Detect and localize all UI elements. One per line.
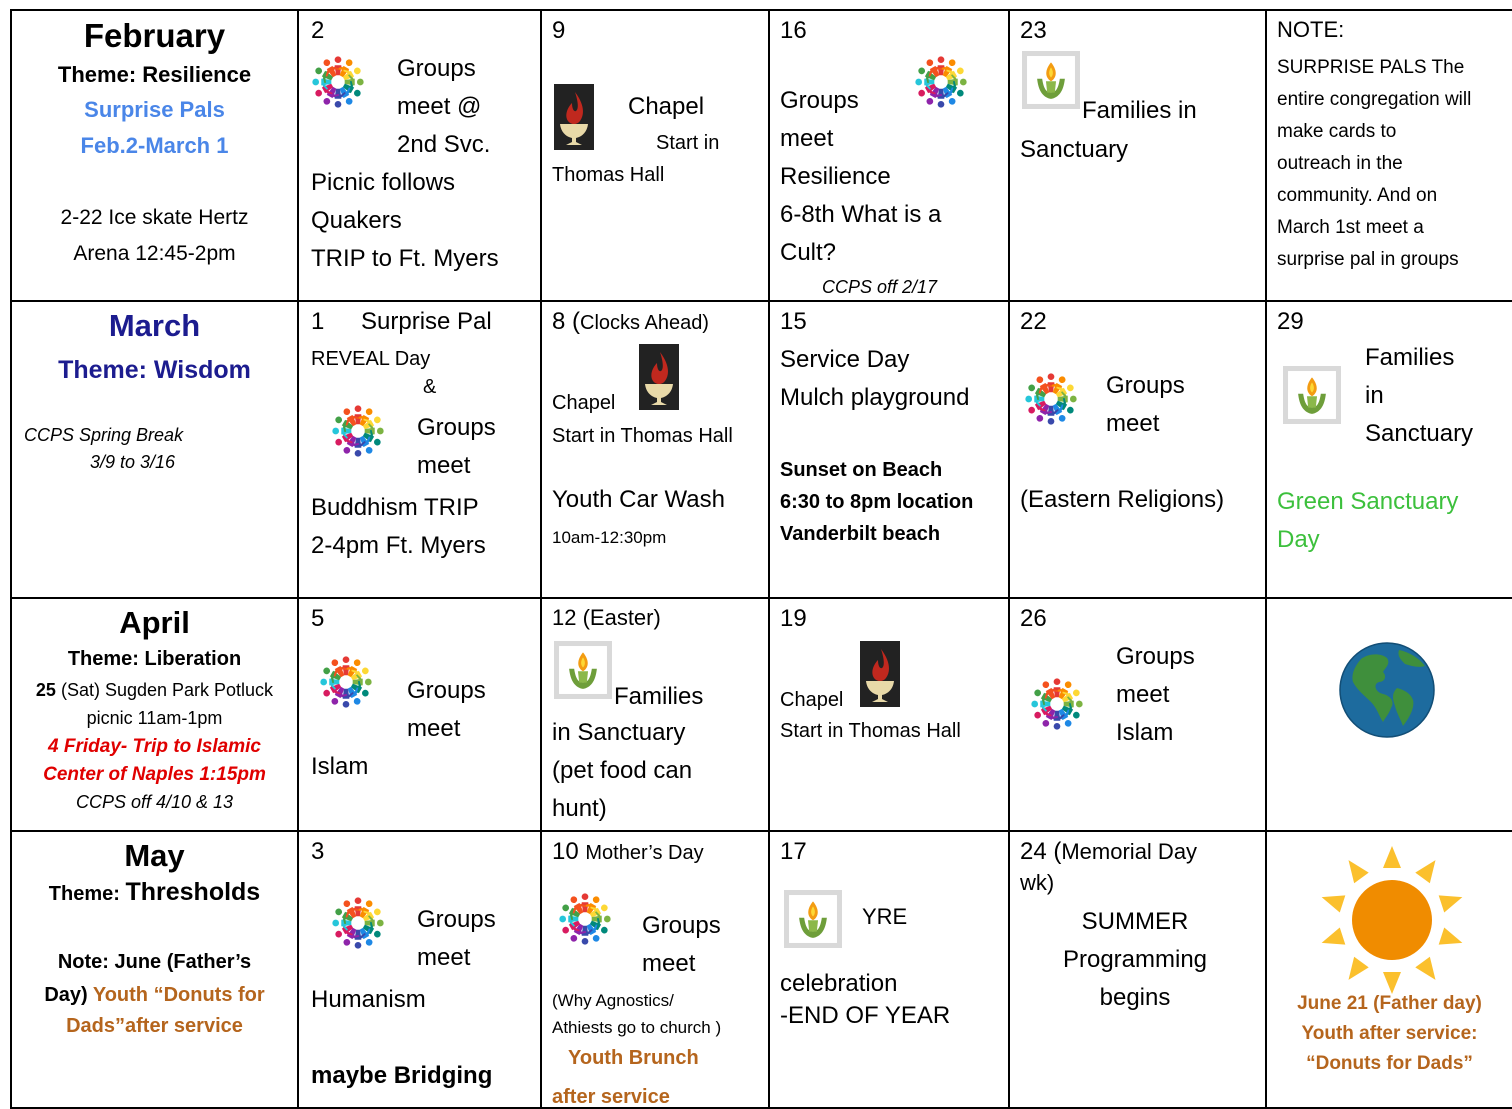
event-text: meet	[417, 944, 471, 971]
trip-alert: 4 Friday- Trip to Islamic	[48, 736, 261, 757]
note-cell	[1267, 11, 1512, 300]
note-line: community. And on	[1277, 185, 1438, 206]
event-title: Chapel	[780, 689, 844, 711]
day-number: 1	[311, 308, 325, 335]
event-text: Groups	[1116, 643, 1195, 670]
surprise-pals-label: Surprise Pals	[84, 97, 225, 122]
event-text: Youth Car Wash	[552, 486, 725, 513]
groups-icon	[1022, 370, 1080, 428]
groups-icon	[317, 653, 375, 711]
event-text: Green Sanctuary	[1277, 488, 1459, 515]
event-text: REVEAL Day	[311, 348, 431, 370]
globe-cell	[1267, 599, 1512, 830]
event-text: -END OF YEAR	[780, 1002, 951, 1029]
day-cell-mar-1	[299, 302, 540, 597]
day-note: wk)	[1020, 870, 1055, 895]
note-title: NOTE:	[1277, 17, 1345, 42]
chalice-logo-icon	[1283, 366, 1341, 424]
month-name: February	[83, 17, 226, 54]
day-number-text: 8 (	[552, 308, 581, 335]
month-cell-april	[12, 599, 297, 830]
day-number: 29	[1277, 308, 1304, 335]
day-cell-mar-15	[770, 302, 1008, 597]
event-text: Sanctuary	[1020, 136, 1129, 163]
school-note: CCPS off 4/10 & 13	[75, 792, 234, 812]
chalice-logo-icon	[554, 641, 612, 699]
day-number: 23	[1020, 17, 1047, 44]
school-note: CCPS Spring Break	[24, 425, 184, 445]
note-line: outreach in the	[1277, 153, 1403, 174]
event-text: Groups	[1106, 372, 1185, 399]
theme-label: Theme:	[48, 883, 126, 905]
event-text: Buddhism TRIP	[311, 494, 479, 521]
event-text: Quakers	[311, 207, 402, 234]
youth-event: “Donuts for Dads”	[1306, 1053, 1473, 1074]
event-text: celebration	[780, 970, 898, 997]
event-text: Start in Thomas Hall	[552, 425, 733, 447]
month-name: April	[119, 605, 190, 640]
school-note: 3/9 to 3/16	[90, 452, 176, 472]
day-cell-may-24	[1010, 832, 1265, 1107]
event-text: Sunset on Beach	[780, 459, 943, 481]
day-number: 22	[1020, 308, 1047, 335]
month-theme: Theme: Wisdom	[58, 356, 251, 384]
day-cell-may-3	[299, 832, 540, 1107]
day-cell-mar-8	[542, 302, 768, 597]
event-text: in Sanctuary	[552, 719, 686, 746]
event-text: (Why Agnostics/	[552, 991, 674, 1010]
event-text: meet	[1116, 681, 1170, 708]
event-text: maybe Bridging	[311, 1062, 493, 1089]
groups-icon	[1028, 675, 1086, 733]
june-cell	[1267, 832, 1512, 1107]
day-number: 9	[552, 17, 566, 44]
youth-event: June 21 (Father day)	[1297, 993, 1482, 1014]
day-cell-mar-29	[1267, 302, 1512, 597]
month-theme	[12, 880, 297, 905]
event-text: Thomas Hall	[552, 164, 665, 186]
event-text: Resilience	[780, 163, 891, 190]
day-cell-feb-2	[299, 11, 540, 300]
day-note: Memorial Day	[1061, 839, 1198, 864]
event-text: Cult?	[780, 239, 837, 266]
event-text: Groups	[397, 55, 476, 82]
event-text: 2nd Svc.	[397, 131, 491, 158]
flaming-chalice-icon	[860, 641, 900, 707]
school-note: CCPS off 2/17	[822, 277, 938, 297]
surprise-pals-dates: Feb.2-March 1	[80, 133, 229, 158]
trip-alert: Center of Naples 1:15pm	[43, 764, 266, 785]
event-text: (pet food can	[552, 757, 693, 784]
event-text: Islam	[311, 753, 369, 780]
event-title: Chapel	[628, 93, 705, 120]
event-text: Arena 12:45-2pm	[73, 242, 236, 265]
event-text: Groups	[417, 906, 496, 933]
day-cell-feb-23	[1010, 11, 1265, 300]
event-text: Groups	[780, 87, 859, 114]
month-name: March	[108, 308, 201, 343]
day-number-text: 24 (	[1020, 838, 1062, 865]
day-number: 2	[311, 17, 325, 44]
youth-event: after service	[552, 1086, 670, 1107]
groups-icon	[329, 402, 387, 460]
event-text: &	[423, 376, 437, 398]
chalice-logo-icon	[1022, 51, 1080, 109]
note-line: entire congregation will	[1277, 89, 1472, 110]
note-line: March 1st meet a	[1277, 217, 1424, 238]
youth-event: Youth Brunch	[568, 1047, 699, 1069]
event-text: Humanism	[311, 986, 426, 1013]
event-text: 2-4pm Ft. Myers	[311, 532, 486, 559]
day-number: 5	[311, 605, 325, 632]
month-cell-february	[12, 11, 297, 300]
event-text: (Eastern Religions)	[1020, 486, 1225, 513]
note-line: surprise pal in groups	[1277, 249, 1459, 270]
note-text-part: Day)	[44, 984, 93, 1006]
chalice-logo-icon	[784, 890, 842, 948]
event-text: Vanderbilt beach	[780, 523, 941, 545]
month-name: May	[124, 838, 185, 873]
flaming-chalice-icon	[554, 84, 594, 150]
day-number	[552, 310, 709, 334]
globe-icon	[1339, 642, 1435, 738]
youth-event: Youth after service:	[1301, 1023, 1478, 1044]
note-line: make cards to	[1277, 121, 1397, 142]
event-title: YRE	[862, 904, 908, 929]
theme-word: Thresholds	[125, 878, 261, 906]
event-text	[12, 681, 297, 699]
day-cell-feb-16	[770, 11, 1008, 300]
event-text: Families in	[1082, 97, 1197, 124]
event-text: Mulch playground	[780, 384, 970, 411]
day-number: 17	[780, 838, 807, 865]
event-text: Service Day	[780, 346, 910, 373]
event-text: meet	[780, 125, 834, 152]
event-text: TRIP to Ft. Myers	[311, 245, 499, 272]
event-text: meet	[642, 950, 696, 977]
day-number: 15	[780, 308, 807, 335]
groups-icon	[912, 53, 970, 111]
event-text: Groups	[642, 912, 721, 939]
event-text: SUMMER	[1081, 908, 1189, 935]
event-text: Start in Thomas Hall	[780, 720, 961, 742]
day-number	[1020, 840, 1197, 864]
event-text: Groups	[417, 414, 496, 441]
event-text: Sanctuary	[1365, 420, 1474, 447]
event-text: Programming	[1062, 946, 1208, 973]
event-text: Families	[1365, 344, 1455, 371]
note-text: Note: June (Father’s	[57, 951, 252, 973]
day-cell-feb-9	[542, 11, 768, 300]
day-number: 26	[1020, 605, 1047, 632]
day-cell-apr-5	[299, 599, 540, 830]
event-text: Islam	[1116, 719, 1174, 746]
event-text: Picnic follows	[311, 169, 456, 196]
event-text: hunt)	[552, 795, 607, 822]
day-cell-apr-12	[542, 599, 768, 830]
event-text-part: (Sat) Sugden Park Potluck	[55, 680, 274, 700]
youth-note: Youth “Donuts for	[92, 984, 265, 1006]
event-text: picnic 11am-1pm	[86, 708, 223, 728]
day-note: Clocks Ahead)	[580, 312, 709, 334]
day-number: 19	[780, 605, 807, 632]
event-text: Athiests go to church )	[552, 1018, 722, 1037]
sun-icon	[1312, 840, 1472, 1000]
day-cell-apr-19	[770, 599, 1008, 830]
day-cell-may-17	[770, 832, 1008, 1107]
groups-icon	[556, 890, 614, 948]
event-text: Groups	[407, 677, 486, 704]
event-text: meet	[417, 452, 471, 479]
note-line: SURPRISE PALS The	[1277, 57, 1465, 78]
event-text: 6:30 to 8pm location	[780, 491, 974, 513]
groups-icon	[309, 53, 367, 111]
groups-icon	[329, 894, 387, 952]
day-number-text: 10	[552, 838, 586, 865]
day-number	[552, 840, 704, 864]
event-text: begins	[1099, 984, 1171, 1011]
event-text: 6-8th What is a	[780, 201, 942, 228]
event-date: 25	[35, 680, 56, 700]
event-text: 2-22 Ice skate Hertz	[60, 206, 249, 229]
event-text: Families	[614, 683, 704, 710]
day-number: 3	[311, 838, 325, 865]
youth-note: Dads”after service	[66, 1015, 243, 1037]
flaming-chalice-icon	[639, 344, 679, 410]
day-number: 16	[780, 17, 807, 44]
event-text: Start in	[656, 132, 720, 154]
day-cell-apr-26	[1010, 599, 1265, 830]
month-theme: Theme: Liberation	[67, 648, 242, 670]
day-note: Mother’s Day	[585, 842, 704, 864]
event-title: Chapel	[552, 392, 616, 414]
event-text: Day	[1277, 526, 1320, 553]
event-title: Surprise Pal	[361, 308, 492, 335]
month-cell-march	[12, 302, 297, 597]
day-cell-may-10	[542, 832, 768, 1107]
event-text: meet @	[397, 93, 482, 120]
month-cell-may	[12, 832, 297, 1107]
event-text: meet	[407, 715, 461, 742]
event-time: 10am-12:30pm	[552, 528, 667, 547]
note-text	[12, 985, 297, 1005]
day-cell-mar-22	[1010, 302, 1265, 597]
event-text: in	[1365, 382, 1384, 409]
event-text: meet	[1106, 410, 1160, 437]
month-theme: Theme: Resilience	[57, 62, 252, 87]
day-number: 12 (Easter)	[552, 605, 661, 630]
